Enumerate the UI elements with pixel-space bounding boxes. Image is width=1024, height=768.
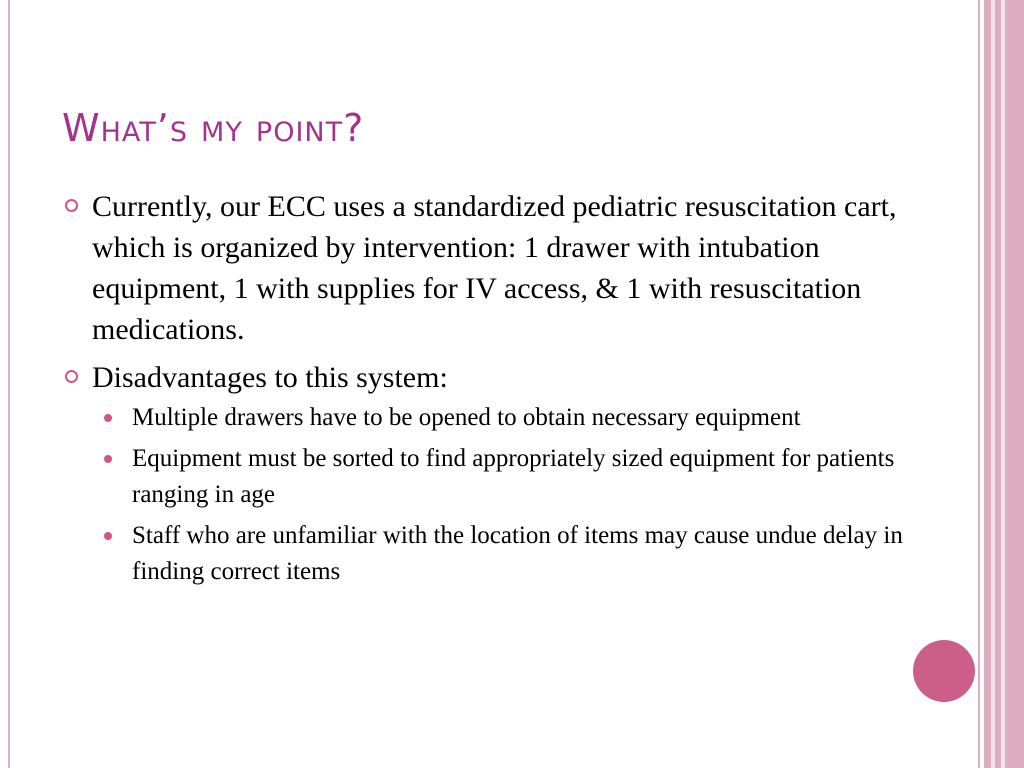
- bullet-text: Disadvantages to this system:: [92, 361, 448, 394]
- dot-bullet-icon: [104, 414, 112, 422]
- left-border-line: [8, 0, 10, 768]
- dot-bullet-icon: [104, 532, 112, 540]
- ring-bullet-icon: [65, 199, 78, 212]
- right-stripe: [978, 0, 980, 768]
- right-stripe: [984, 0, 991, 768]
- slide-title: What’s my point?: [62, 106, 365, 150]
- bullet-item: [62, 186, 912, 350]
- sub-bullet-text: Multiple drawers have to be opened to obtain necessary equipment: [132, 404, 801, 431]
- sub-bullet-item: [92, 518, 912, 590]
- sub-bullet-text: Staff who are unfamiliar with the location of items may cause undue delay in finding correct items: [132, 522, 903, 585]
- right-stripe: [1005, 0, 1024, 768]
- sub-bullet-list: [92, 400, 912, 590]
- sub-bullet-item: [92, 400, 912, 436]
- sub-bullet-item: [92, 441, 912, 513]
- decorative-circle: [913, 640, 975, 702]
- bullet-item: [62, 357, 912, 590]
- bullet-text: Currently, our ECC uses a standardized pediatric resuscitation cart, which is organized by intervention: 1 drawer with intubation equipment, 1 with supplies for IV access, & 1 with resuscitation medications.: [92, 190, 897, 346]
- sub-bullet-text: Equipment must be sorted to find appropriately sized equipment for patients ranging in age: [132, 445, 895, 508]
- dot-bullet-icon: [104, 455, 112, 463]
- ring-bullet-icon: [65, 370, 78, 383]
- bullet-list: [62, 186, 912, 597]
